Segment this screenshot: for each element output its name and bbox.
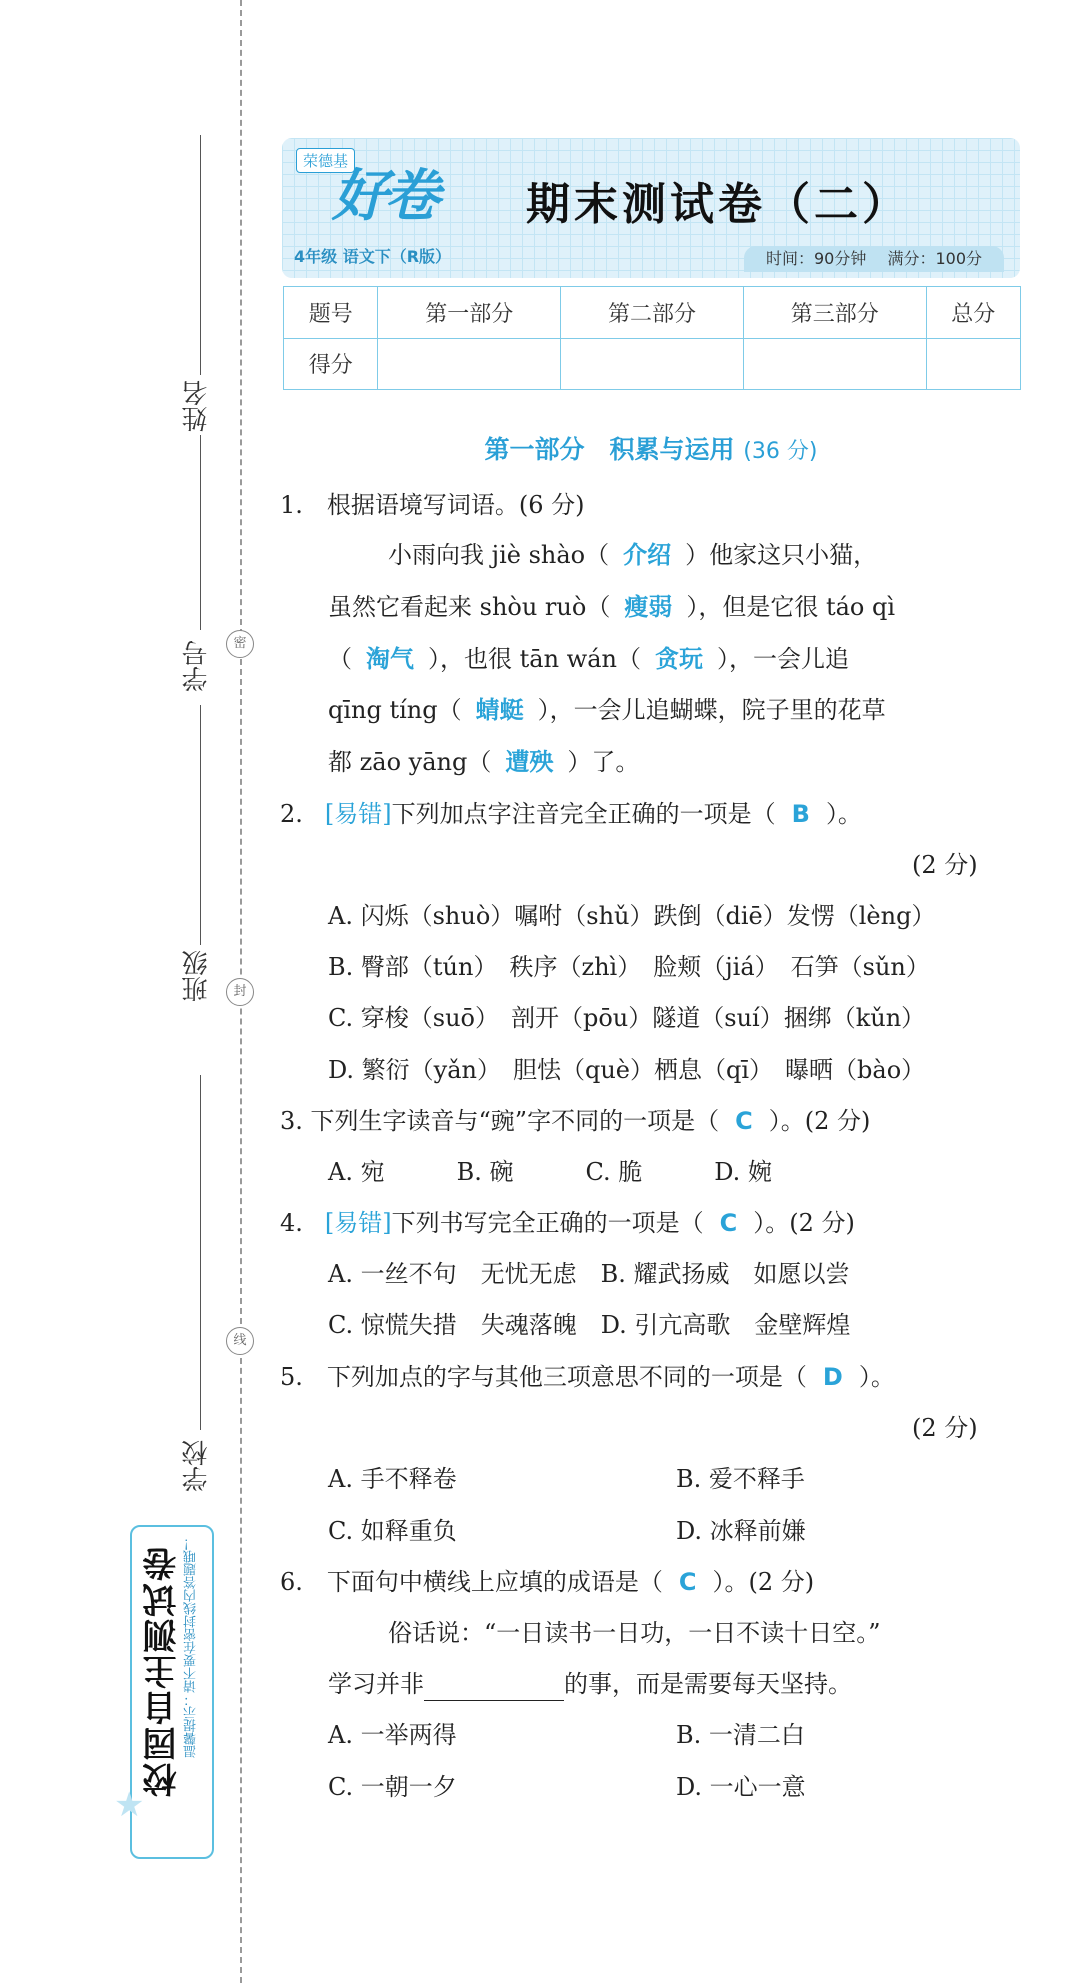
- fill-blank[interactable]: [424, 1676, 564, 1701]
- exam-meta: [744, 246, 1004, 272]
- exam-title: 期末测试卷（二）: [526, 179, 910, 230]
- score-header-cell: 第一部分: [378, 287, 561, 339]
- school-line: [200, 1075, 201, 1430]
- star-icon: ★: [114, 1785, 145, 1825]
- grade-label: 4年级 语文下（R版）: [294, 247, 452, 266]
- seal-mark-mi: 密: [226, 630, 254, 658]
- q6-option-a: A. 一举两得: [328, 1721, 457, 1749]
- q1-answer: 介绍: [623, 541, 672, 569]
- badge-title: 校园自主测试卷: [143, 1545, 183, 1797]
- q3-options: A. 宛 B. 碗 C. 脆 D. 婉: [328, 1158, 772, 1186]
- score-cell[interactable]: [926, 338, 1020, 390]
- q5-option-a: A. 手不释卷: [328, 1465, 457, 1493]
- q2-option-a: A. 闪烁（shuò）嘱咐（shǔ）跌倒（diē）发愣（lèng）: [328, 902, 936, 930]
- score-cell[interactable]: [743, 338, 926, 390]
- q1-line3: （ 淘气 ），也很 tān wán（ 贪玩 ），一会儿追: [328, 645, 849, 673]
- q1-line1: 小雨向我 jiè shào（ 介绍 ）他家这只小猫，: [388, 541, 878, 569]
- q3-answer: C: [735, 1107, 753, 1135]
- q5-points: (2 分): [912, 1414, 978, 1442]
- q2-answer: B: [791, 800, 810, 828]
- score-cell[interactable]: [561, 338, 744, 390]
- score-cell[interactable]: [378, 338, 561, 390]
- q1-answer: 蜻蜓: [475, 696, 524, 724]
- error-prone-tag: [易错]: [324, 1209, 392, 1237]
- q4-options-cd: C. 惊慌失措 失魂落魄 D. 引亢高歌 金壁辉煌: [328, 1311, 851, 1339]
- q1-line4: qīng tíng（ 蜻蜓 ），一会儿追蝴蝶，院子里的花草: [328, 696, 886, 724]
- class-label: 班级: [182, 950, 212, 1002]
- brand-label: 荣德基: [296, 148, 355, 173]
- q1-answer: 贪玩: [654, 645, 703, 673]
- q6-option-b: B. 一清二白: [676, 1721, 805, 1749]
- section-title: 第一部分 积累与运用 (36 分): [484, 435, 818, 464]
- q5-option-c: C. 如释重负: [328, 1517, 457, 1545]
- score-row-label: 得分: [284, 338, 378, 390]
- q1-answer: 遭殃: [505, 748, 554, 776]
- q6-stem: 6. 下面句中横线上应填的成语是（ C ）。(2 分): [280, 1568, 815, 1596]
- q1-stem: 1. 根据语境写词语。(6 分): [280, 491, 585, 519]
- q5-answer: D: [822, 1363, 843, 1391]
- q6-sentence: 学习并非 的事，而是需要每天坚持。: [328, 1667, 852, 1701]
- q6-quote: 俗话说：“一日读书一日功，一日不读十日空。”: [388, 1619, 881, 1647]
- q5-option-d: D. 冰释前嫌: [676, 1517, 806, 1545]
- seal-mark-feng: 封: [226, 978, 254, 1006]
- q2-option-c: C. 穿梭（suō） 剖开（pōu）隧道（suí）捆绑（kǔn）: [328, 1004, 926, 1032]
- campus-test-badge: [114, 1525, 214, 1859]
- q6-answer: C: [678, 1568, 697, 1596]
- q3-stem: 3. 下列生字读音与“豌”字不同的一项是（ C ）。(2 分): [280, 1107, 871, 1135]
- q6-option-c: C. 一朝一夕: [328, 1773, 457, 1801]
- name-line: [200, 135, 201, 375]
- logo: 好卷: [332, 164, 436, 229]
- name-label: 姓名: [182, 380, 212, 432]
- q2-option-b: B. 臀部（tún） 秩序（zhì） 脸颊（jiá） 石笋（sǔn）: [328, 953, 930, 981]
- score-header-cell: 题号: [284, 287, 378, 339]
- error-prone-tag: [易错]: [324, 800, 392, 828]
- q1-line5: 都 zāo yāng（ 遭殃 ）了。: [328, 748, 640, 776]
- badge-tip: 温馨提示：请不要在密封线内答题哦！: [184, 1537, 199, 1758]
- student-id-line: [200, 435, 201, 630]
- score-header-cell: 第二部分: [561, 287, 744, 339]
- q1-line2: 虽然它看起来 shòu ruò（ 瘦弱 ），但是它很 táo qì: [328, 593, 896, 621]
- exam-header: [282, 138, 1020, 278]
- full-score: 满分：100分: [887, 249, 982, 268]
- class-line: [200, 705, 201, 945]
- q1-answer: 瘦弱: [624, 593, 673, 621]
- q1-answer: 淘气: [366, 645, 414, 673]
- score-header-cell: 总分: [926, 287, 1020, 339]
- q2-points: (2 分): [912, 851, 978, 879]
- time-limit: 时间：90分钟: [765, 249, 867, 268]
- q6-option-d: D. 一心一意: [676, 1773, 806, 1801]
- section-points: (36 分): [743, 439, 818, 464]
- score-table: [283, 286, 1021, 390]
- seal-mark-xian: 线: [226, 1327, 254, 1355]
- q4-stem: 4. [易错]下列书写完全正确的一项是（ C ）。(2 分): [280, 1209, 855, 1237]
- q4-options-ab: A. 一丝不句 无忧无虑 B. 耀武扬威 如愿以尝: [328, 1260, 850, 1288]
- q4-answer: C: [719, 1209, 738, 1237]
- student-id-label: 学号: [182, 640, 212, 692]
- q5-option-b: B. 爱不释手: [676, 1465, 805, 1493]
- score-header-cell: 第三部分: [743, 287, 926, 339]
- q2-stem: 2. [易错]下列加点字注音完全正确的一项是（ B ）。: [280, 800, 862, 828]
- school-label: 学校: [182, 1440, 212, 1492]
- q2-option-d: D. 繁衍（yǎn） 胆怯（què）栖息（qī） 曝晒（bào）: [328, 1056, 926, 1084]
- q5-stem: 5. 下列加点的字与其他三项意思不同的一项是（ D ）。: [280, 1363, 895, 1391]
